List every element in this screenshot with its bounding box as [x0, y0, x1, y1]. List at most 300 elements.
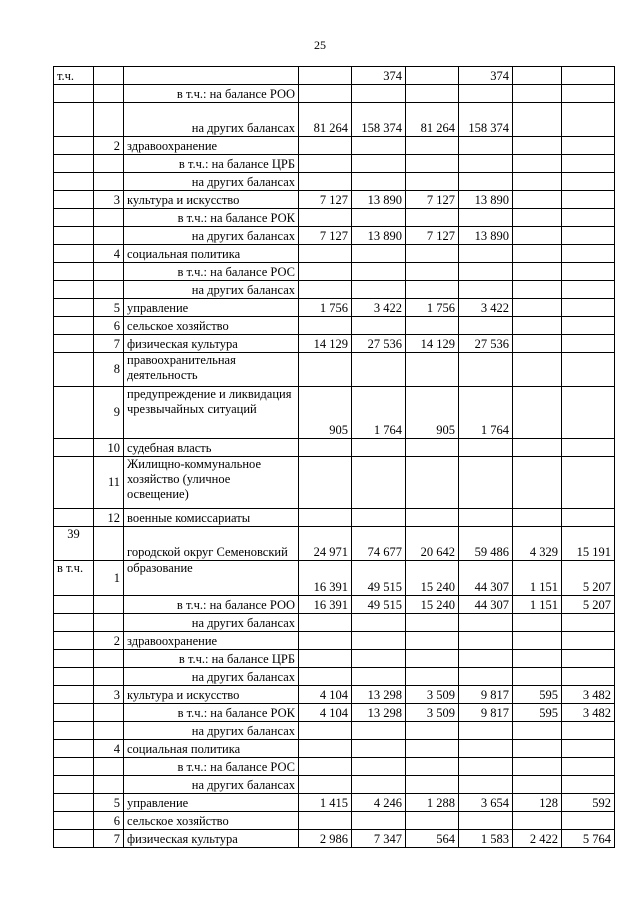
- row-name-cell: на других балансах: [124, 776, 299, 794]
- value-cell: [562, 85, 615, 103]
- value-cell: [459, 439, 513, 457]
- row-name-cell: предупреждение и ликвидация чрезвычайных ситуаций: [124, 387, 299, 439]
- value-cell: [352, 155, 406, 173]
- value-cell: [513, 509, 562, 527]
- row-group-cell: [54, 281, 94, 299]
- value-cell: [406, 740, 459, 758]
- table-row: [54, 299, 615, 317]
- value-cell: [406, 245, 459, 263]
- row-name-cell: физическая культура: [124, 830, 299, 848]
- value-cell: 9 817: [459, 686, 513, 704]
- value-cell: 7 127: [299, 227, 352, 245]
- value-cell: 3 482: [562, 686, 615, 704]
- row-number-cell: 8: [94, 353, 124, 387]
- value-cell: [299, 812, 352, 830]
- row-name-cell: городской округ Семеновский: [124, 527, 299, 561]
- row-number-cell: [94, 155, 124, 173]
- table-row: [54, 387, 615, 439]
- table-row: [54, 155, 615, 173]
- value-cell: [352, 614, 406, 632]
- value-cell: 81 264: [299, 103, 352, 137]
- row-number-cell: 7: [94, 335, 124, 353]
- page-number: 25: [314, 38, 326, 52]
- table-row: [54, 812, 615, 830]
- value-cell: 374: [352, 67, 406, 85]
- value-cell: [513, 67, 562, 85]
- value-cell: 158 374: [352, 103, 406, 137]
- value-cell: [513, 650, 562, 668]
- value-cell: [299, 245, 352, 263]
- row-name-cell: военные комиссариаты: [124, 509, 299, 527]
- value-cell: [459, 776, 513, 794]
- value-cell: 81 264: [406, 103, 459, 137]
- row-group-cell: [54, 596, 94, 614]
- row-group-cell: [54, 668, 94, 686]
- table-row: [54, 758, 615, 776]
- value-cell: [406, 353, 459, 387]
- value-cell: [459, 632, 513, 650]
- value-cell: [513, 245, 562, 263]
- row-name-cell: на других балансах: [124, 103, 299, 137]
- value-cell: [562, 740, 615, 758]
- value-cell: [513, 227, 562, 245]
- row-name-cell: в т.ч.: на балансе РОК: [124, 704, 299, 722]
- value-cell: [459, 740, 513, 758]
- row-name-cell: культура и искусство: [124, 191, 299, 209]
- row-number-cell: [94, 227, 124, 245]
- value-cell: [299, 614, 352, 632]
- table-row: [54, 67, 615, 85]
- table-row: [54, 776, 615, 794]
- row-group-cell: [54, 650, 94, 668]
- row-name-cell: культура и искусство: [124, 686, 299, 704]
- value-cell: [299, 776, 352, 794]
- table-row: [54, 740, 615, 758]
- value-cell: [299, 353, 352, 387]
- value-cell: 1 415: [299, 794, 352, 812]
- row-number-cell: [94, 67, 124, 85]
- row-number-cell: 3: [94, 686, 124, 704]
- value-cell: [513, 722, 562, 740]
- value-cell: [299, 263, 352, 281]
- value-cell: [406, 668, 459, 686]
- value-cell: [352, 263, 406, 281]
- value-cell: [352, 776, 406, 794]
- value-cell: [459, 812, 513, 830]
- row-name-cell: Жилищно-коммунальное хозяйство (уличное освещение): [124, 457, 299, 509]
- value-cell: 74 677: [352, 527, 406, 561]
- value-cell: 3 422: [352, 299, 406, 317]
- value-cell: [513, 85, 562, 103]
- row-group-cell: [54, 740, 94, 758]
- value-cell: [459, 722, 513, 740]
- row-name-cell: здравоохранение: [124, 632, 299, 650]
- value-cell: [513, 614, 562, 632]
- value-cell: 16 391: [299, 596, 352, 614]
- row-group-cell: [54, 614, 94, 632]
- value-cell: [459, 353, 513, 387]
- row-number-cell: [94, 209, 124, 227]
- row-group-cell: [54, 722, 94, 740]
- row-number-cell: [94, 614, 124, 632]
- row-number-cell: 5: [94, 794, 124, 812]
- value-cell: [352, 740, 406, 758]
- value-cell: [459, 263, 513, 281]
- value-cell: [406, 263, 459, 281]
- row-number-cell: [94, 527, 124, 561]
- value-cell: [562, 668, 615, 686]
- value-cell: 13 890: [352, 227, 406, 245]
- table-row: [54, 614, 615, 632]
- value-cell: 44 307: [459, 596, 513, 614]
- value-cell: [513, 299, 562, 317]
- value-cell: 13 890: [459, 227, 513, 245]
- row-number-cell: 6: [94, 812, 124, 830]
- row-number-cell: 3: [94, 191, 124, 209]
- table-row: [54, 439, 615, 457]
- value-cell: 2 422: [513, 830, 562, 848]
- value-cell: [513, 335, 562, 353]
- value-cell: [562, 758, 615, 776]
- value-cell: [459, 614, 513, 632]
- value-cell: 13 298: [352, 704, 406, 722]
- value-cell: 1 151: [513, 596, 562, 614]
- value-cell: [562, 67, 615, 85]
- row-group-cell: [54, 317, 94, 335]
- value-cell: [299, 740, 352, 758]
- row-name-cell: [124, 67, 299, 85]
- value-cell: [562, 776, 615, 794]
- row-name-cell: на других балансах: [124, 614, 299, 632]
- value-cell: [406, 457, 459, 509]
- value-cell: 3 482: [562, 704, 615, 722]
- value-cell: [406, 776, 459, 794]
- value-cell: 595: [513, 686, 562, 704]
- value-cell: 1 764: [352, 387, 406, 439]
- value-cell: 128: [513, 794, 562, 812]
- value-cell: 13 890: [352, 191, 406, 209]
- value-cell: 5 207: [562, 561, 615, 596]
- value-cell: 4 246: [352, 794, 406, 812]
- value-cell: [562, 387, 615, 439]
- row-name-cell: на других балансах: [124, 227, 299, 245]
- value-cell: 49 515: [352, 596, 406, 614]
- table-row: [54, 85, 615, 103]
- value-cell: [562, 173, 615, 191]
- value-cell: 5 764: [562, 830, 615, 848]
- value-cell: 13 890: [459, 191, 513, 209]
- value-cell: [299, 758, 352, 776]
- row-group-cell: [54, 632, 94, 650]
- value-cell: [352, 439, 406, 457]
- value-cell: [299, 85, 352, 103]
- value-cell: 2 986: [299, 830, 352, 848]
- row-name-cell: на других балансах: [124, 281, 299, 299]
- row-group-cell: в т.ч.: [54, 561, 94, 596]
- value-cell: [459, 509, 513, 527]
- value-cell: [513, 317, 562, 335]
- value-cell: 44 307: [459, 561, 513, 596]
- row-group-cell: [54, 794, 94, 812]
- value-cell: [352, 758, 406, 776]
- value-cell: [562, 335, 615, 353]
- value-cell: [352, 317, 406, 335]
- row-group-cell: 39: [54, 527, 94, 561]
- value-cell: [299, 317, 352, 335]
- value-cell: [513, 263, 562, 281]
- row-number-cell: [94, 722, 124, 740]
- table-row: [54, 830, 615, 848]
- row-group-cell: [54, 387, 94, 439]
- value-cell: [299, 209, 352, 227]
- value-cell: [562, 263, 615, 281]
- value-cell: [562, 439, 615, 457]
- row-group-cell: [54, 457, 94, 509]
- value-cell: [406, 812, 459, 830]
- value-cell: [513, 439, 562, 457]
- value-cell: [459, 137, 513, 155]
- table-row: [54, 191, 615, 209]
- value-cell: [406, 758, 459, 776]
- value-cell: 374: [459, 67, 513, 85]
- value-cell: [513, 103, 562, 137]
- value-cell: [352, 281, 406, 299]
- row-group-cell: [54, 335, 94, 353]
- table-row: [54, 704, 615, 722]
- table-row: [54, 794, 615, 812]
- value-cell: [562, 137, 615, 155]
- value-cell: [513, 353, 562, 387]
- value-cell: [406, 722, 459, 740]
- value-cell: 59 486: [459, 527, 513, 561]
- value-cell: [406, 614, 459, 632]
- value-cell: [352, 509, 406, 527]
- table-row: [54, 103, 615, 137]
- value-cell: [459, 317, 513, 335]
- value-cell: [562, 281, 615, 299]
- value-cell: [299, 155, 352, 173]
- row-name-cell: социальная политика: [124, 740, 299, 758]
- value-cell: [562, 209, 615, 227]
- value-cell: [562, 317, 615, 335]
- value-cell: 15 240: [406, 596, 459, 614]
- table-row: [54, 137, 615, 155]
- value-cell: 3 654: [459, 794, 513, 812]
- value-cell: [299, 137, 352, 155]
- value-cell: [406, 67, 459, 85]
- value-cell: [406, 317, 459, 335]
- row-group-cell: [54, 173, 94, 191]
- table-row: [54, 509, 615, 527]
- table-row: [54, 227, 615, 245]
- value-cell: [513, 632, 562, 650]
- value-cell: 905: [299, 387, 352, 439]
- table-row: [54, 668, 615, 686]
- value-cell: [513, 457, 562, 509]
- value-cell: [406, 209, 459, 227]
- value-cell: [513, 173, 562, 191]
- value-cell: [562, 155, 615, 173]
- row-group-cell: [54, 812, 94, 830]
- value-cell: [352, 353, 406, 387]
- value-cell: 14 129: [406, 335, 459, 353]
- value-cell: 7 127: [299, 191, 352, 209]
- value-cell: [352, 173, 406, 191]
- row-number-cell: [94, 758, 124, 776]
- row-number-cell: [94, 704, 124, 722]
- value-cell: 14 129: [299, 335, 352, 353]
- row-group-cell: [54, 85, 94, 103]
- value-cell: [562, 632, 615, 650]
- value-cell: 595: [513, 704, 562, 722]
- row-name-cell: в т.ч.: на балансе РОС: [124, 263, 299, 281]
- value-cell: [513, 776, 562, 794]
- table-row: [54, 317, 615, 335]
- value-cell: 7 347: [352, 830, 406, 848]
- row-name-cell: на других балансах: [124, 173, 299, 191]
- row-group-cell: [54, 758, 94, 776]
- value-cell: [406, 137, 459, 155]
- row-number-cell: 10: [94, 439, 124, 457]
- value-cell: [299, 668, 352, 686]
- row-group-cell: [54, 137, 94, 155]
- value-cell: 3 509: [406, 686, 459, 704]
- row-name-cell: образование: [124, 561, 299, 596]
- value-cell: [406, 509, 459, 527]
- row-number-cell: 4: [94, 740, 124, 758]
- value-cell: [562, 227, 615, 245]
- value-cell: [459, 457, 513, 509]
- row-group-cell: [54, 103, 94, 137]
- table-row: [54, 245, 615, 263]
- table-row: [54, 561, 615, 596]
- value-cell: [562, 812, 615, 830]
- value-cell: [352, 722, 406, 740]
- value-cell: 905: [406, 387, 459, 439]
- value-cell: [513, 191, 562, 209]
- row-name-cell: на других балансах: [124, 722, 299, 740]
- value-cell: 27 536: [459, 335, 513, 353]
- row-number-cell: 1: [94, 561, 124, 596]
- value-cell: 7 127: [406, 191, 459, 209]
- value-cell: 16 391: [299, 561, 352, 596]
- value-cell: 4 329: [513, 527, 562, 561]
- table-body: [54, 67, 615, 848]
- row-number-cell: 7: [94, 830, 124, 848]
- value-cell: 24 971: [299, 527, 352, 561]
- row-number-cell: 12: [94, 509, 124, 527]
- value-cell: [562, 191, 615, 209]
- table-row: [54, 209, 615, 227]
- value-cell: 1 764: [459, 387, 513, 439]
- value-cell: [406, 155, 459, 173]
- value-cell: [299, 439, 352, 457]
- value-cell: 158 374: [459, 103, 513, 137]
- row-number-cell: 11: [94, 457, 124, 509]
- value-cell: [513, 740, 562, 758]
- row-number-cell: [94, 103, 124, 137]
- row-number-cell: [94, 263, 124, 281]
- row-group-cell: т.ч.: [54, 67, 94, 85]
- value-cell: 1 583: [459, 830, 513, 848]
- value-cell: [406, 85, 459, 103]
- value-cell: [562, 650, 615, 668]
- value-cell: [513, 812, 562, 830]
- table-row: [54, 596, 615, 614]
- value-cell: [459, 758, 513, 776]
- row-name-cell: в т.ч.: на балансе РОО: [124, 596, 299, 614]
- value-cell: 3 422: [459, 299, 513, 317]
- row-group-cell: [54, 263, 94, 281]
- value-cell: [352, 137, 406, 155]
- value-cell: [299, 509, 352, 527]
- row-name-cell: социальная политика: [124, 245, 299, 263]
- budget-table: [53, 66, 615, 848]
- value-cell: [352, 650, 406, 668]
- value-cell: [406, 173, 459, 191]
- row-number-cell: [94, 281, 124, 299]
- value-cell: [562, 509, 615, 527]
- row-number-cell: [94, 776, 124, 794]
- value-cell: [513, 758, 562, 776]
- row-number-cell: [94, 173, 124, 191]
- value-cell: [406, 650, 459, 668]
- value-cell: [513, 155, 562, 173]
- table-row: [54, 353, 615, 387]
- row-group-cell: [54, 227, 94, 245]
- row-number-cell: 9: [94, 387, 124, 439]
- row-number-cell: 2: [94, 632, 124, 650]
- value-cell: [352, 457, 406, 509]
- value-cell: [459, 173, 513, 191]
- row-name-cell: на других балансах: [124, 668, 299, 686]
- row-name-cell: правоохранительная деятельность: [124, 353, 299, 387]
- value-cell: 49 515: [352, 561, 406, 596]
- row-name-cell: в т.ч.: на балансе ЦРБ: [124, 650, 299, 668]
- row-name-cell: в т.ч.: на балансе РОК: [124, 209, 299, 227]
- value-cell: 1 756: [299, 299, 352, 317]
- value-cell: [352, 209, 406, 227]
- value-cell: [562, 353, 615, 387]
- value-cell: [406, 439, 459, 457]
- value-cell: 5 207: [562, 596, 615, 614]
- row-number-cell: [94, 596, 124, 614]
- table-row: [54, 263, 615, 281]
- value-cell: [459, 668, 513, 686]
- value-cell: [562, 103, 615, 137]
- row-group-cell: [54, 353, 94, 387]
- table-row: [54, 335, 615, 353]
- value-cell: 15 240: [406, 561, 459, 596]
- value-cell: [562, 457, 615, 509]
- row-name-cell: в т.ч.: на балансе РОС: [124, 758, 299, 776]
- value-cell: [562, 245, 615, 263]
- value-cell: [299, 457, 352, 509]
- value-cell: [513, 281, 562, 299]
- row-group-cell: [54, 686, 94, 704]
- row-number-cell: [94, 650, 124, 668]
- value-cell: 13 298: [352, 686, 406, 704]
- value-cell: 1 151: [513, 561, 562, 596]
- value-cell: [459, 245, 513, 263]
- value-cell: [406, 632, 459, 650]
- table-row: [54, 686, 615, 704]
- value-cell: [459, 281, 513, 299]
- row-name-cell: сельское хозяйство: [124, 317, 299, 335]
- row-group-cell: [54, 439, 94, 457]
- row-group-cell: [54, 155, 94, 173]
- value-cell: [299, 722, 352, 740]
